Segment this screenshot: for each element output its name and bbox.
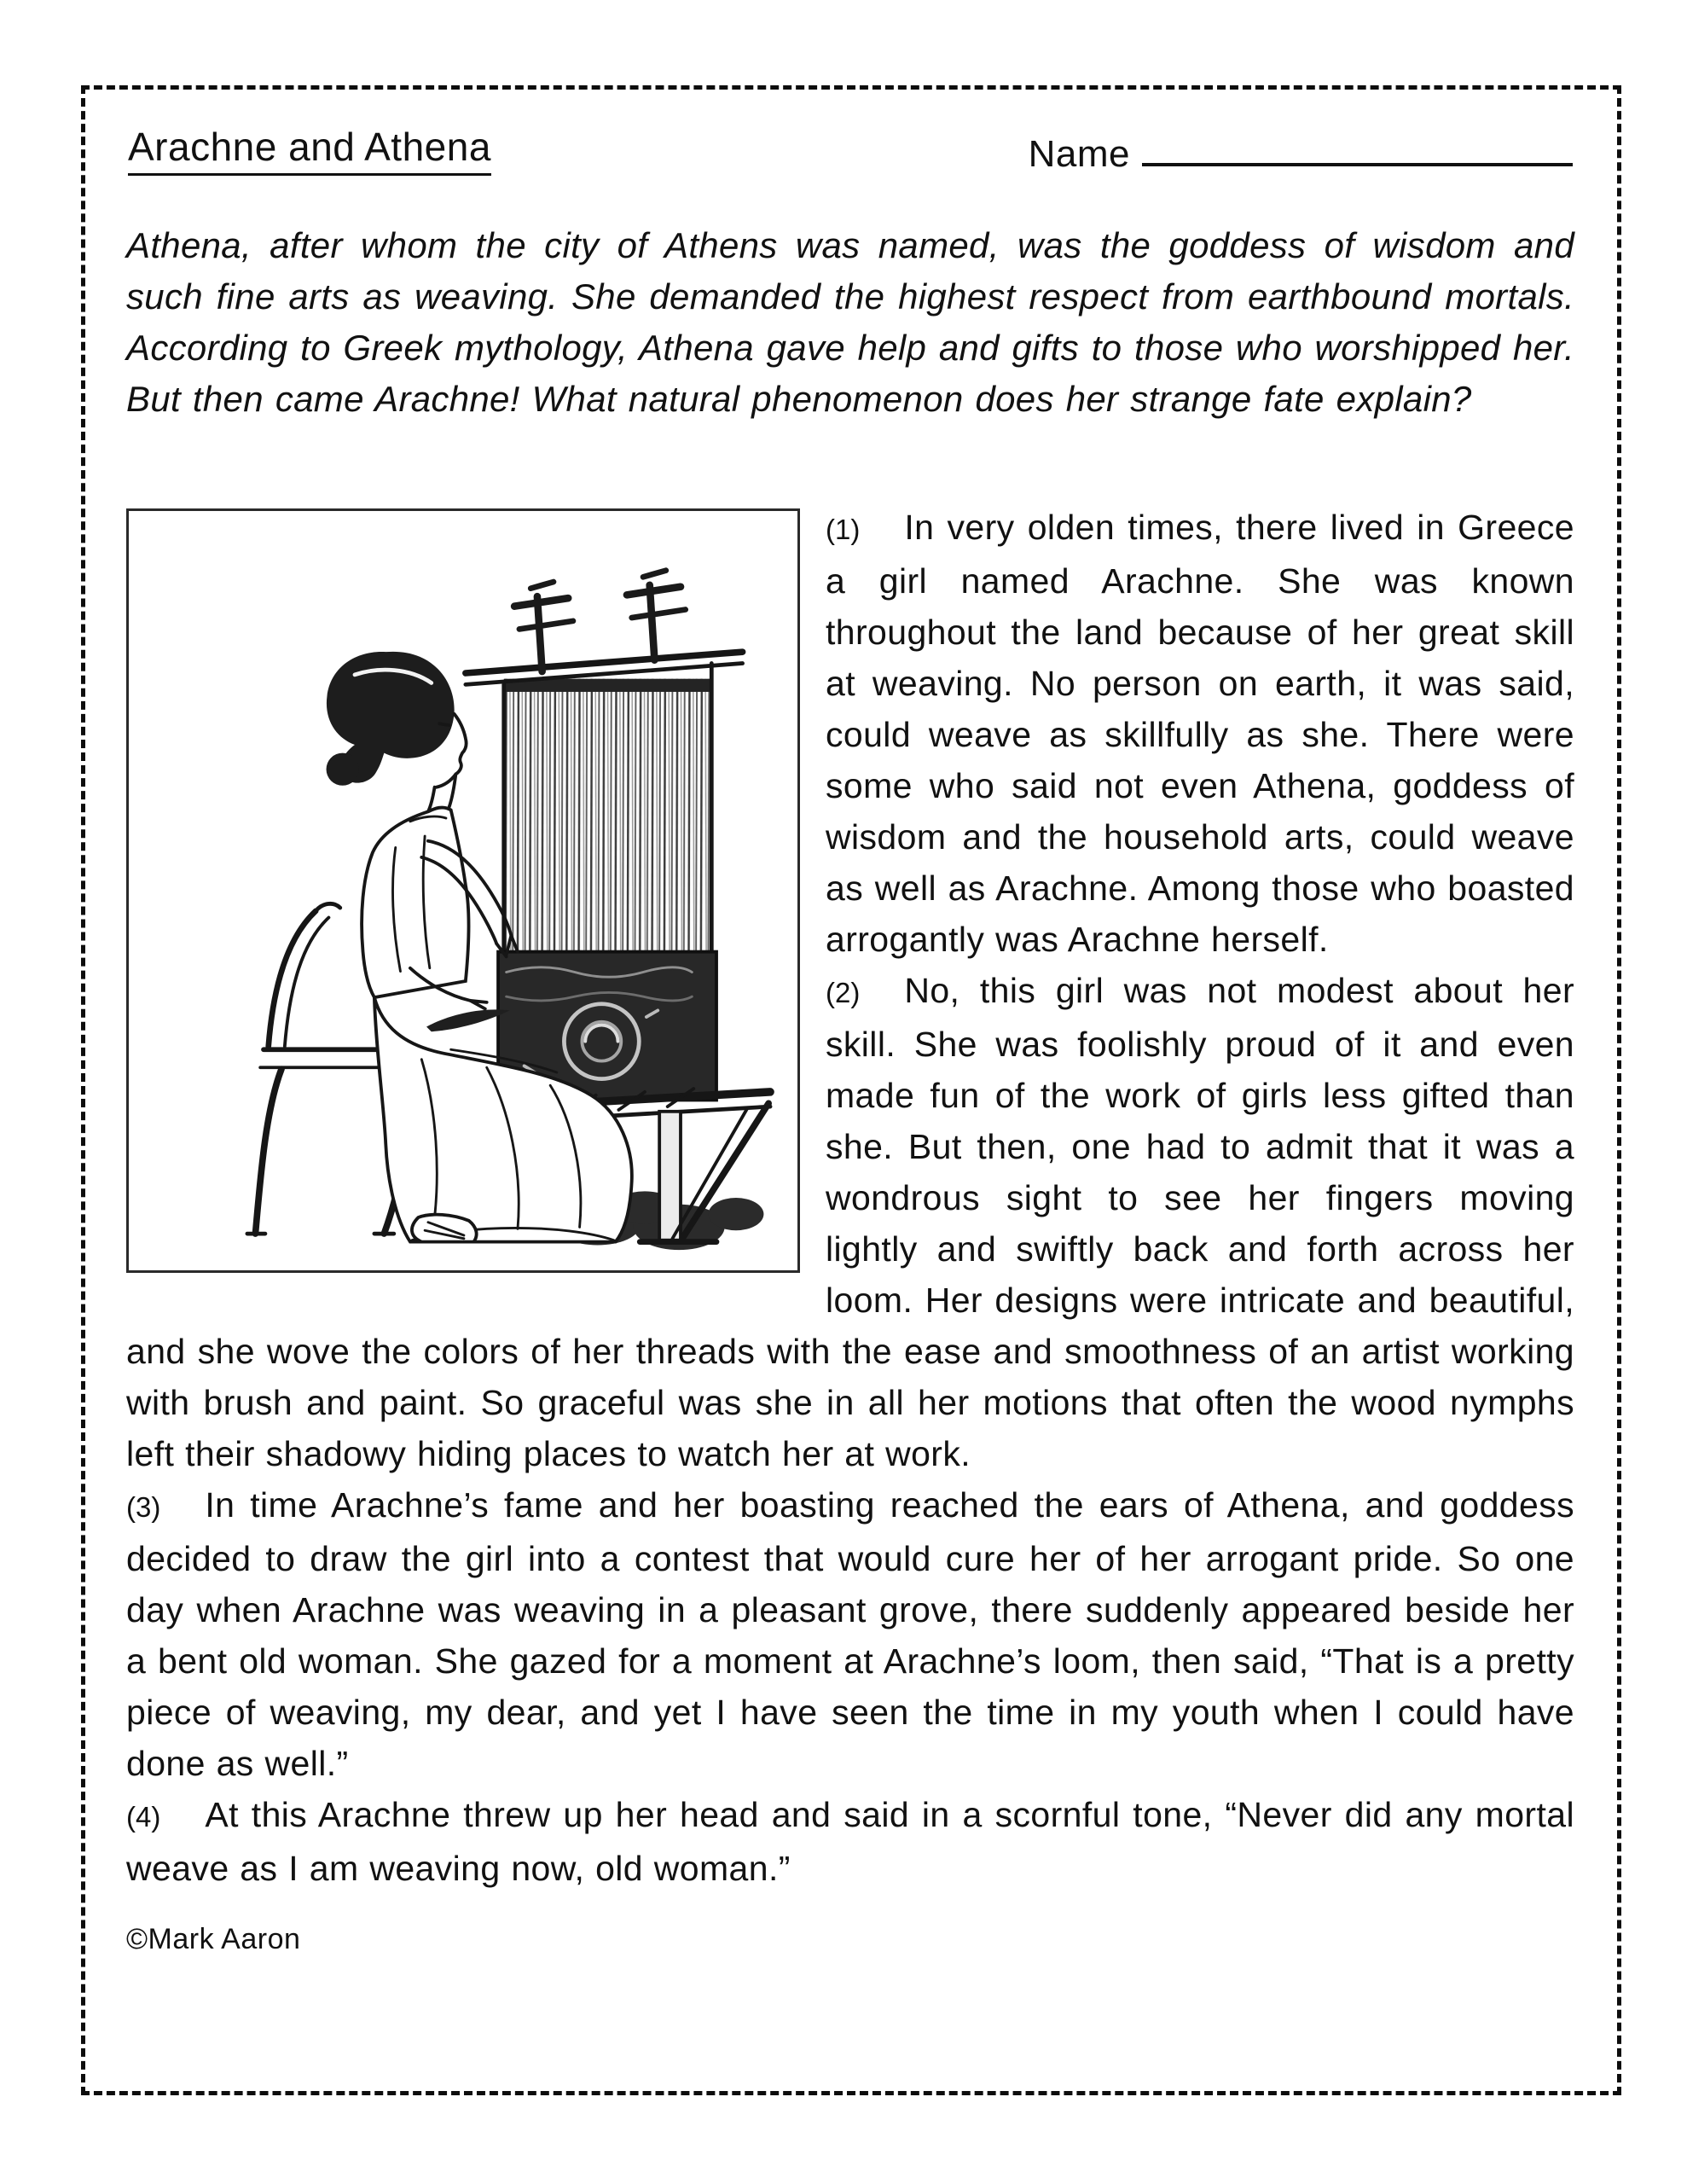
story-paragraph bbox=[126, 1789, 1574, 1894]
paragraph-text: No, this girl was not modest about her skill. She was foolishly proud of it and even made fun of the work of girls less gifted than she. But then, one had to admit that it was a wondrous sight to see her fingers moving lightly and swiftly back and forth across her loom. Her designs were intricate and beautiful, and she wove the colors of her threads with the ease and smoothness of an artist working with brush and paint. So graceful was she in all her motions that often the wood nymphs left their shadowy hiding places to watch her at work. bbox=[126, 970, 1574, 1473]
woman-at-loom-illustration bbox=[141, 528, 786, 1253]
illustration-box bbox=[126, 508, 800, 1273]
header bbox=[126, 122, 1574, 176]
paragraph-text: In time Arachne’s fame and her boasting reached the ears of Athena, and goddess decided to draw the girl into a contest that would cure her of her arrogant pride. So one day when Arachne was weaving in a pleasant grove, there suddenly appeared beside her a bent old woman. She gazed for a moment at Arachne’s loom, then said, “That is a pretty piece of weaving, my dear, and yet I have seen the time in my youth when I could have done as well.” bbox=[126, 1484, 1574, 1783]
paragraph-text: At this Arachne threw up her head and said in a scornful tone, “Never did any mortal weave as I am weaving now, old woman.” bbox=[126, 1794, 1574, 1888]
warp-threads bbox=[504, 678, 712, 951]
decorative-wavy-border bbox=[81, 85, 1621, 2095]
name-label: Name bbox=[1028, 132, 1130, 175]
paragraph-number: (1) bbox=[826, 513, 861, 545]
intro-paragraph: Athena, after whom the city of Athens was named, was the goddess of wisdom and such fine arts as weaving. She demanded the highest respect from earthbound mortals. According to Greek mythology, Athena gave help and gifts to those who worshipped her. But then came Arachne! What natural phenomenon does her strange fate explain? bbox=[126, 224, 1574, 419]
paragraph-number: (2) bbox=[826, 976, 861, 1008]
story-paragraph bbox=[126, 1479, 1574, 1789]
paragraph-number: (3) bbox=[126, 1490, 161, 1523]
page-title: Arachne and Athena bbox=[128, 125, 491, 176]
name-field bbox=[1029, 133, 1573, 176]
story-section bbox=[126, 502, 1574, 1894]
name-blank-line[interactable] bbox=[1142, 160, 1573, 166]
copyright-credit: ©Mark Aaron bbox=[126, 1922, 301, 1955]
paragraph-number: (4) bbox=[126, 1800, 161, 1833]
torso-chiton bbox=[362, 807, 468, 997]
paragraph-text: In very olden times, there lived in Greece a girl named Arachne. She was known throughout the land because of her great skill at weaving. No person on earth, it was said, could weave as skillfully as she. There were some who said not even Athena, goddess of wisdom and the household arts, could weave as well as Arachne. Among those who boasted arrogantly was Arachne herself. bbox=[826, 507, 1574, 959]
